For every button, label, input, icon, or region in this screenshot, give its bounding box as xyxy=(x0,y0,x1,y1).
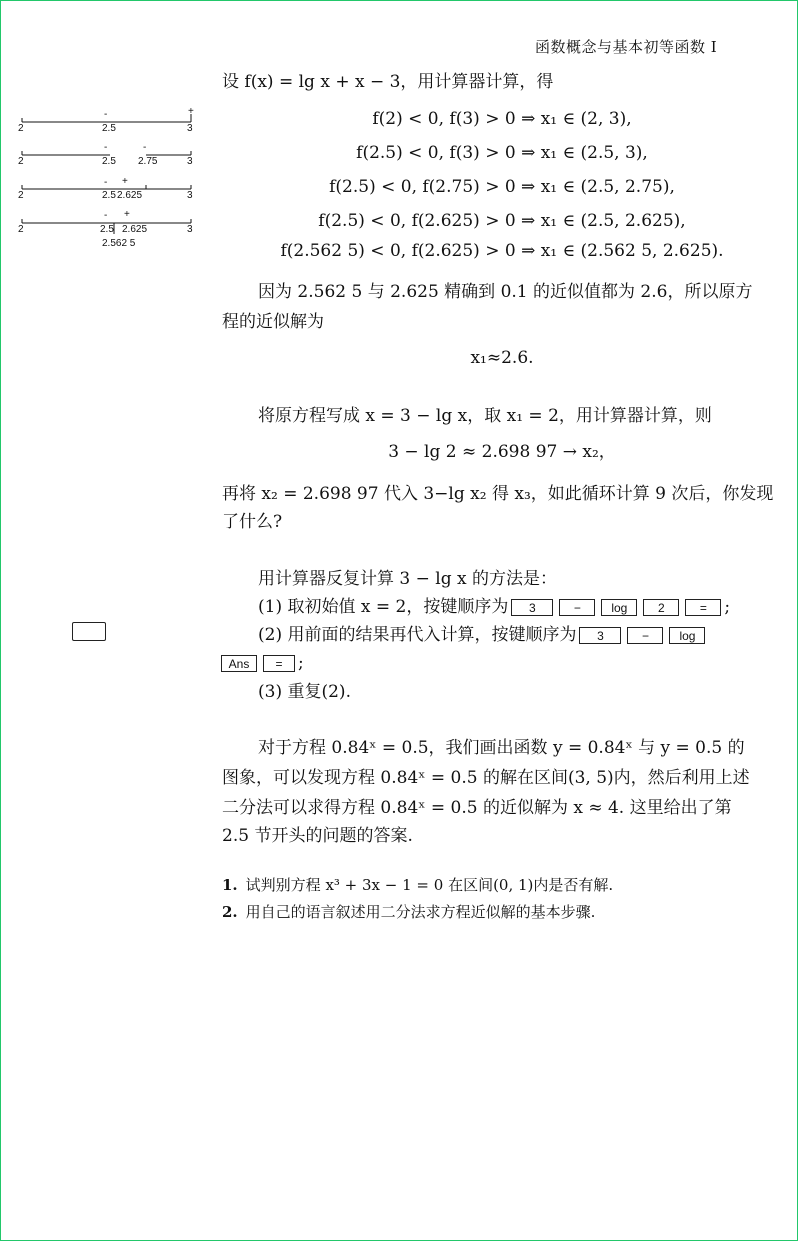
key-3-b[interactable]: 3 xyxy=(579,627,621,644)
calc-step-3: (3) 重复(2). xyxy=(258,682,351,702)
think-line-3: 再将 x₂ = 2.698 97 代入 3−lg x₂ 得 x₃，如此循环计算 9 次后，你发现 xyxy=(222,484,774,504)
exercise-1-num: 1. xyxy=(222,876,238,894)
key-2[interactable]: 2 xyxy=(643,599,679,616)
step-3: f(2.5) < 0, f(2.75) > 0 ⇒ x₁ ∈ (2.5, 2.75), xyxy=(329,177,675,197)
row1-tick-3: 3 xyxy=(187,123,193,134)
row4-tick-2625: 2.625 xyxy=(122,224,148,235)
row4-sign-b: + xyxy=(124,209,130,220)
approx-solution: x₁≈2.6. xyxy=(470,348,534,368)
key-3[interactable]: 3 xyxy=(511,599,553,616)
think-line-1: 将原方程写成 x = 3 − lg x，取 x₁ = 2，用计算器计算，则 xyxy=(258,406,712,426)
exercise-2-text: 用自己的语言叙述用二分法求方程近似解的基本步骤. xyxy=(245,903,596,921)
para-line-3: 二分法可以求得方程 0.84ˣ = 0.5 的近似解为 x ≈ 4. 这里给出了第 xyxy=(222,798,732,818)
row4-tick-25625: 2.562 5 xyxy=(102,238,136,249)
calc-step-1-suffix: ; xyxy=(724,597,731,617)
conclusion-line-2: 程的近似解为 xyxy=(222,312,324,332)
bisection-margin-diagram xyxy=(10,100,210,260)
row2-tick-3: 3 xyxy=(187,156,193,167)
row1-sign-a: - xyxy=(104,109,108,120)
row1-sign-b: + xyxy=(188,106,194,117)
row4-tick-2: 2 xyxy=(18,224,24,235)
key-ans[interactable]: Ans xyxy=(221,655,257,672)
row3-sign-b: + xyxy=(122,176,128,187)
para-line-2: 图象，可以发现方程 0.84ˣ = 0.5 的解在区间(3, 5)内，然后利用上述 xyxy=(222,768,750,788)
row2-tick-25: 2.5 xyxy=(102,156,116,167)
row2-sign-a: - xyxy=(104,142,108,153)
step-4: f(2.5) < 0, f(2.625) > 0 ⇒ x₁ ∈ (2.5, 2.625), xyxy=(318,211,686,231)
exercise-1-text: 试判别方程 x³ + 3x − 1 = 0 在区间(0, 1)内是否有解. xyxy=(245,876,614,894)
conclusion-line-1: 因为 2.562 5 与 2.625 精确到 0.1 的近似值都为 2.6，所以原方 xyxy=(258,282,753,302)
row1-tick-2: 2 xyxy=(18,123,24,134)
row4-tick-25: 2.5 xyxy=(100,224,114,235)
key-equals[interactable]: = xyxy=(685,599,721,616)
row3-tick-25: 2.5 xyxy=(102,190,116,201)
row4-sign-a: - xyxy=(104,210,108,221)
calc-step-2 xyxy=(258,619,708,651)
para-line-1: 对于方程 0.84ˣ = 0.5，我们画出函数 y = 0.84ˣ 与 y = 0.5 的 xyxy=(258,738,745,758)
step-5: f(2.562 5) < 0, f(2.625) > 0 ⇒ x₁ ∈ (2.562 5, 2.625). xyxy=(280,241,724,261)
para-line-4: 2.5 节开头的问题的答案. xyxy=(222,826,413,846)
row4-tick-3: 3 xyxy=(187,224,193,235)
row1-tick-25: 2.5 xyxy=(102,123,116,134)
step-1: f(2) < 0, f(3) > 0 ⇒ x₁ ∈ (2, 3), xyxy=(372,109,632,129)
calc-step-2-text: (2) 用前面的结果再代入计算，按键顺序为 xyxy=(258,625,577,645)
calc-step-2-suffix: ; xyxy=(298,653,304,673)
exercise-1 xyxy=(222,872,613,898)
exercise-2 xyxy=(222,899,595,925)
row3-tick-3: 3 xyxy=(187,190,193,201)
calc-intro: 用计算器反复计算 3 − lg x 的方法是： xyxy=(258,569,557,589)
intro-text: 设 f(x) = lg x + x − 3，用计算器计算，得 xyxy=(222,72,554,92)
row3-tick-2625: 2.625 xyxy=(117,190,143,201)
key-log-b[interactable]: log xyxy=(669,627,705,644)
key-minus-b[interactable]: − xyxy=(627,627,663,644)
key-equals-b[interactable]: = xyxy=(263,655,295,672)
key-log[interactable]: log xyxy=(601,599,637,616)
row2-tick-2: 2 xyxy=(18,156,24,167)
think-line-2: 3 − lg 2 ≈ 2.698 97 → x₂， xyxy=(388,442,616,462)
row2-sign-b: - xyxy=(143,142,147,153)
row3-sign-a: - xyxy=(104,177,108,188)
exercise-2-num: 2. xyxy=(222,903,238,921)
calc-step-2-cont xyxy=(218,647,304,679)
think-line-4: 了什么? xyxy=(222,512,283,532)
page-header: 函数概念与基本初等函数 I xyxy=(535,38,718,56)
step-2: f(2.5) < 0, f(3) > 0 ⇒ x₁ ∈ (2.5, 3), xyxy=(356,143,648,163)
row2-tick-275: 2.75 xyxy=(138,156,158,167)
calc-step-1-text: (1) 取初始值 x = 2，按键顺序为 xyxy=(258,597,509,617)
margin-key-box xyxy=(72,622,106,641)
key-minus[interactable]: − xyxy=(559,599,595,616)
row3-tick-2: 2 xyxy=(18,190,24,201)
